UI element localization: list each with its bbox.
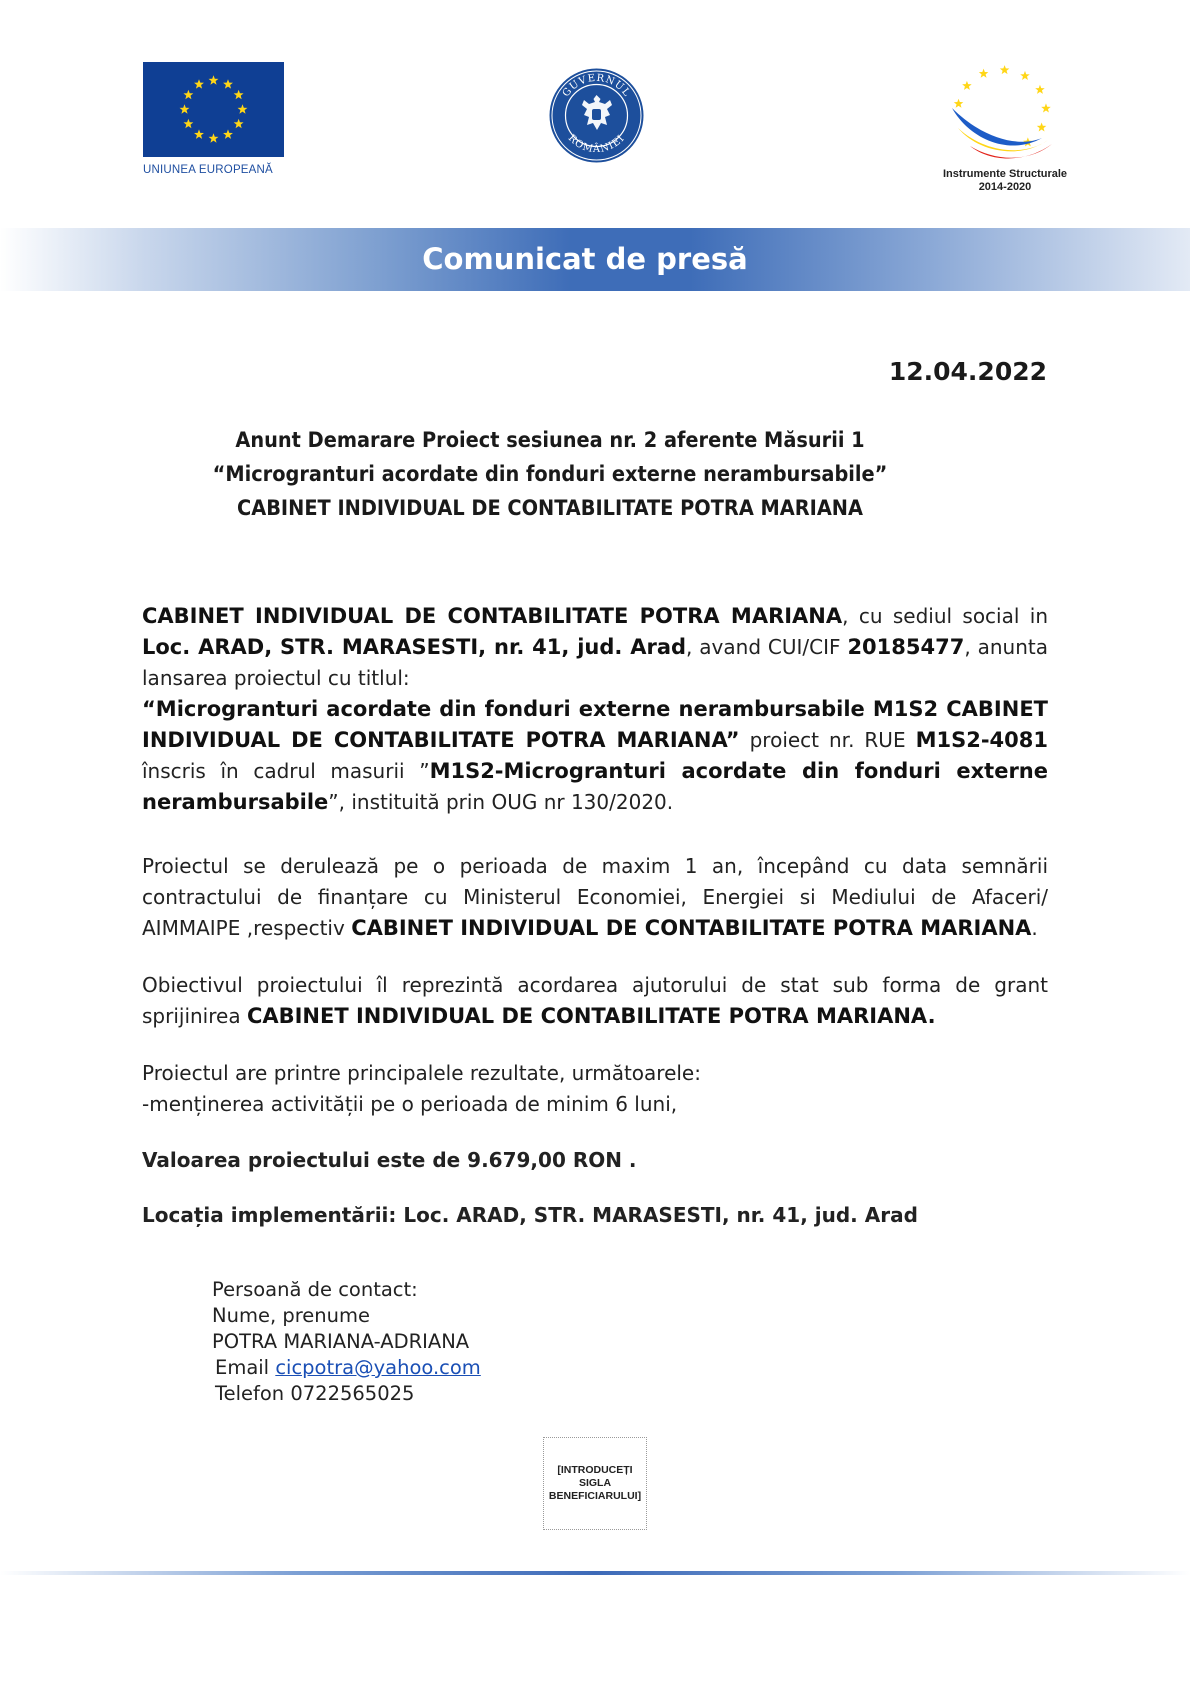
footer-divider [0, 1571, 1190, 1575]
government-seal-logo [548, 67, 645, 164]
caption-line-1: Instrumente Structurale [942, 168, 1068, 180]
press-release-date: 12.04.2022 [888, 357, 1047, 386]
duration-line-2: contractului de finanțare cu Ministerul Economiei, Energiei si Mediului de Afaceri/ [142, 885, 1048, 909]
contact-phone: Telefon 0722565025 [215, 1382, 415, 1405]
svg-text:ROMÂNIEI: ROMÂNIEI [565, 132, 628, 156]
beneficiary-logo-placeholder [543, 1437, 647, 1530]
eu-star [234, 90, 244, 99]
eu-stars-icon [143, 62, 284, 157]
launch-text: lansarea proiectul cu titlul: [142, 666, 410, 690]
results-line-2: -menținerea activității pe o perioada de minim 6 luni, [142, 1092, 678, 1116]
press-release-banner [0, 228, 1190, 291]
paragraph-project-results [142, 1058, 1048, 1120]
placeholder-line-1: [INTRODUCEȚI [557, 1464, 633, 1476]
banner-title: Comunicat de presă [422, 242, 748, 276]
headline [150, 424, 950, 526]
eu-star [234, 119, 244, 128]
eu-star [194, 79, 204, 88]
is-star [979, 69, 989, 78]
headline-line-3: CABINET INDIVIDUAL DE CONTABILITATE POTRA MARIANA [237, 496, 863, 521]
contact-block [212, 1277, 481, 1407]
seat-text: , cu sediul social in [842, 604, 1048, 628]
eu-caption: UNIUNEA EUROPEANĂ [143, 164, 273, 176]
paragraph-project-objective [142, 970, 1048, 1032]
eu-star [209, 133, 219, 142]
duration-line-1: Proiectul se derulează pe o perioada de maxim 1 an, începând cu data semnării [142, 854, 1048, 878]
is-star [1000, 65, 1010, 74]
placeholder-line-3: BENEFICIARULUI] [548, 1490, 642, 1502]
contact-email-row [212, 1355, 481, 1381]
project-title-b: INDIVIDUAL DE CONTABILITATE POTRA MARIANA [142, 728, 726, 752]
eu-star [238, 104, 248, 113]
is-star [1020, 71, 1030, 80]
project-title-a: “Microgranturi acordate din fonduri externe nerambursabile M1S2 CABINET [142, 697, 1048, 721]
paragraph-project-announcement [142, 601, 1048, 818]
structural-instruments-emblem-icon [930, 58, 1080, 166]
contact-name: POTRA MARIANA-ADRIANA [212, 1330, 470, 1353]
registered-text: înscris în cadrul masurii ” [142, 759, 430, 783]
project-number: M1S2-4081 [915, 728, 1048, 752]
company-address: Loc. ARAD, STR. MARASESTI, nr. 41, jud. Arad [142, 635, 687, 659]
measure-name-b: nerambursabile [142, 790, 329, 814]
project-value: Valoarea proiectului este de 9.679,00 RON . [142, 1148, 637, 1172]
svg-text:GUVERNUL: GUVERNUL [560, 72, 633, 100]
structural-instruments-caption [930, 168, 1080, 194]
objective-line-1: Obiectivul proiectului îl reprezintă acordarea ajutorului de stat sub forma de grant [142, 973, 1048, 997]
objective-line-2-prefix: sprijinirea [142, 1004, 247, 1028]
caption-line-2: 2014-2020 [978, 181, 1032, 193]
structural-instruments-logo [930, 58, 1080, 198]
announce-text: , anunta [964, 635, 1048, 659]
project-title-close: ” [725, 728, 740, 752]
duration-line-3-suffix: . [1031, 916, 1038, 940]
project-number-text: proiect nr. RUE [739, 728, 916, 752]
eu-star [209, 75, 219, 84]
contact-heading: Persoană de contact: [212, 1278, 418, 1301]
is-star [1035, 85, 1045, 94]
headline-line-1: Anunt Demarare Proiect sesiunea nr. 2 aferente Măsurii 1 [235, 428, 865, 453]
eu-star [223, 79, 233, 88]
eu-star [183, 119, 193, 128]
is-star [1041, 103, 1051, 112]
eu-star [194, 129, 204, 138]
contact-email-link[interactable]: cicpotra@yahoo.com [275, 1356, 481, 1379]
contact-name-label: Nume, prenume [212, 1304, 371, 1327]
measure-name-a: M1S2-Microgranturi acordate din fonduri externe [429, 759, 1048, 783]
results-line-1: Proiectul are printre principalele rezultate, următoarele: [142, 1061, 701, 1085]
headline-line-2: “Microgranturi acordate din fonduri externe nerambursabile” [212, 462, 888, 487]
eu-logo [143, 62, 286, 176]
cui-value: 20185477 [847, 635, 965, 659]
instituted-text: ”, instituită prin OUG nr 130/2020. [328, 790, 674, 814]
cui-text: , avand CUI/CIF [686, 635, 848, 659]
duration-line-3-company: CABINET INDIVIDUAL DE CONTABILITATE POTRA MARIANA [351, 916, 1032, 940]
contact-email-label: Email [215, 1356, 276, 1379]
duration-line-3-prefix: AIMMAIPE ,respectiv [142, 916, 352, 940]
is-star [962, 81, 972, 90]
company-name: CABINET INDIVIDUAL DE CONTABILITATE POTRA MARIANA [142, 604, 843, 628]
objective-line-2-company: CABINET INDIVIDUAL DE CONTABILITATE POTRA MARIANA. [246, 1004, 936, 1028]
eu-flag-icon [143, 62, 284, 157]
eu-star [183, 90, 193, 99]
eu-star [180, 104, 190, 113]
placeholder-line-2: SIGLA [578, 1477, 612, 1489]
eu-star [223, 129, 233, 138]
is-star [954, 99, 964, 108]
implementation-location: Locația implementării: Loc. ARAD, STR. MARASESTI, nr. 41, jud. Arad [142, 1203, 918, 1227]
is-star [1037, 122, 1047, 131]
paragraph-project-duration [142, 851, 1048, 944]
